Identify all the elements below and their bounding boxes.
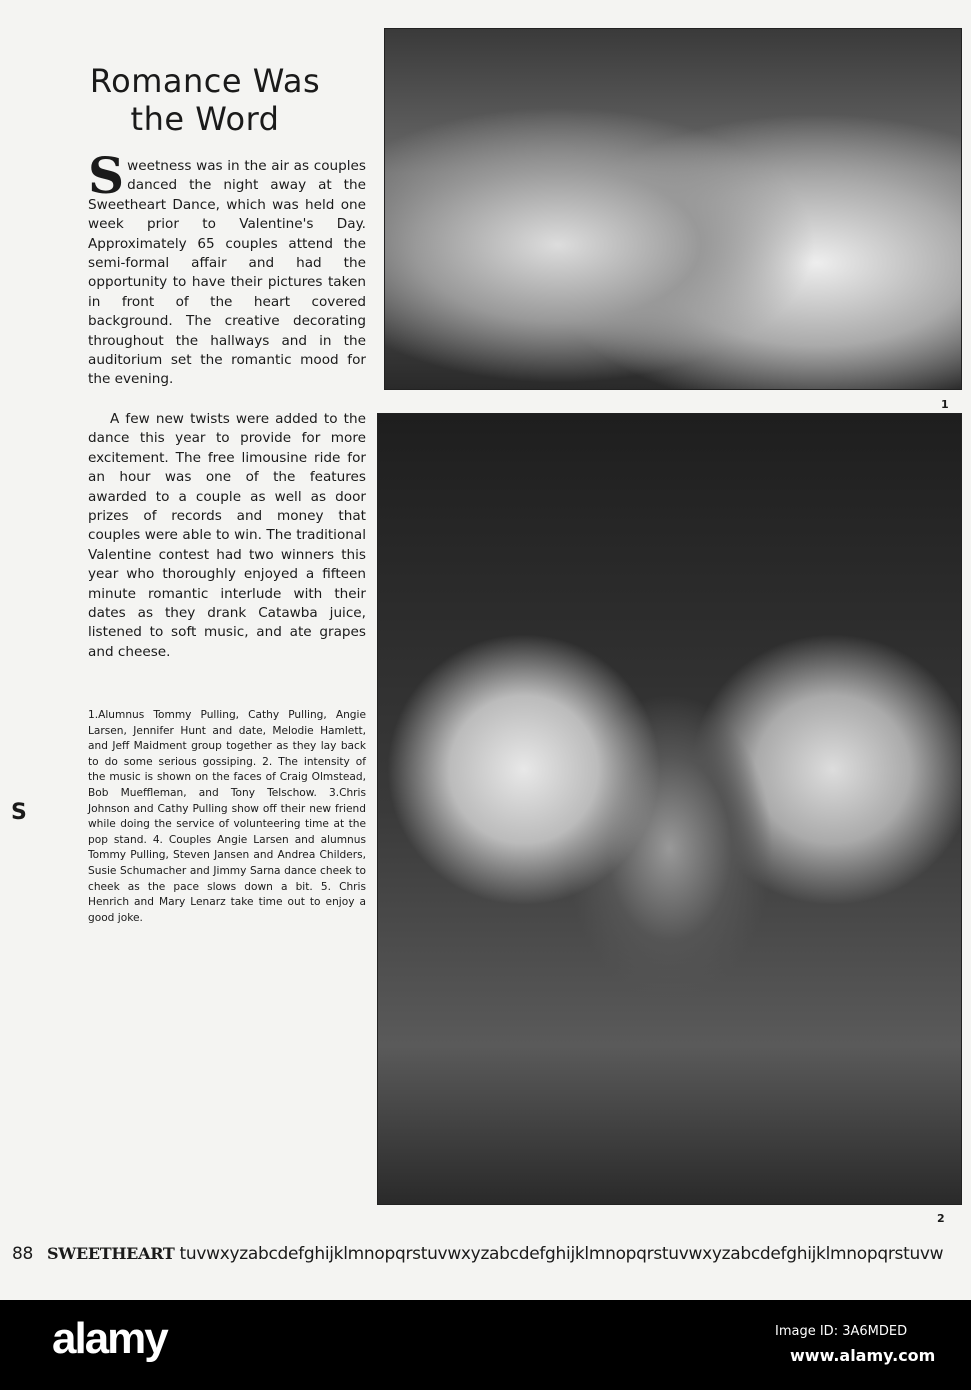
article-title: Romance Was the Word (89, 62, 321, 138)
image-id: Image ID: 3A6MDED (775, 1324, 908, 1339)
drop-cap: S (88, 146, 125, 205)
side-letter: S (11, 800, 27, 825)
body-paragraph-2: A few new twists were added to the dance this year to provide for more excitement. The free limousine ride for an hour was one of the features awarded to a couple as well as door prizes of records and money that couples were able to win. The traditional Valentine contest had two winners this year who thoroughly enjoyed a fifteen minute romantic interlude with their dates as they drank Catawba juice, listened to soft music, and ate grapes and cheese. (88, 411, 366, 660)
body-paragraph-1 (88, 146, 366, 390)
footer-alphabet: tuvwxyzabcdefghijklmnopqrstuvwxyzabcdefghijklmnopqrstuvwxyzabcdefghijklmnopqrstuvw (179, 1244, 944, 1264)
photo-group-gossiping (384, 28, 962, 390)
site-url: www.alamy.com (790, 1346, 936, 1365)
photo-captions: 1.Alumnus Tommy Pulling, Cathy Pulling, Angie Larsen, Jennifer Hunt and date, Melodie Hamlett, and Jeff Maidment group together as they lay back to do some serious gossiping. 2. The intensity of the music is shown on the faces of Craig Olmstead, Bob Mueffleman, and Tony Telschow. 3.Chris Johnson and Cathy Pulling show off their new friend while doing the service of volunteering time at the pop stand. 4. Couples Angie Larsen and alumnus Tommy Pulling, Steven Jansen and Andrea Childers, Susie Schumacher and Jimmy Sarna dance cheek to cheek as the pace slows down a bit. 5. Chris Henrich and Mary Lenarz take time out to enjoy a good joke. (88, 709, 366, 924)
photo-dancing-boys (377, 413, 962, 1205)
watermark-bar (0, 1300, 971, 1390)
photo-label-2: 2 (937, 1212, 945, 1225)
page-footer (12, 1244, 943, 1264)
photo-label-1: 1 (941, 398, 949, 411)
page-number: 88 (12, 1244, 34, 1264)
paragraph-text: weetness was in the air as couples danced the night away at the Sweetheart Dance, which was held one week prior to Valentine's Day. Approximately 65 couples attend the semi-formal affair and had the opportunity to have their pictures taken in front of the heart covered background. The creative decorating throughout the hallways and in the auditorium set the romantic mood for the evening. (88, 158, 366, 388)
section-name: SWEETHEART (47, 1244, 175, 1263)
alamy-logo: alamy (52, 1314, 167, 1363)
